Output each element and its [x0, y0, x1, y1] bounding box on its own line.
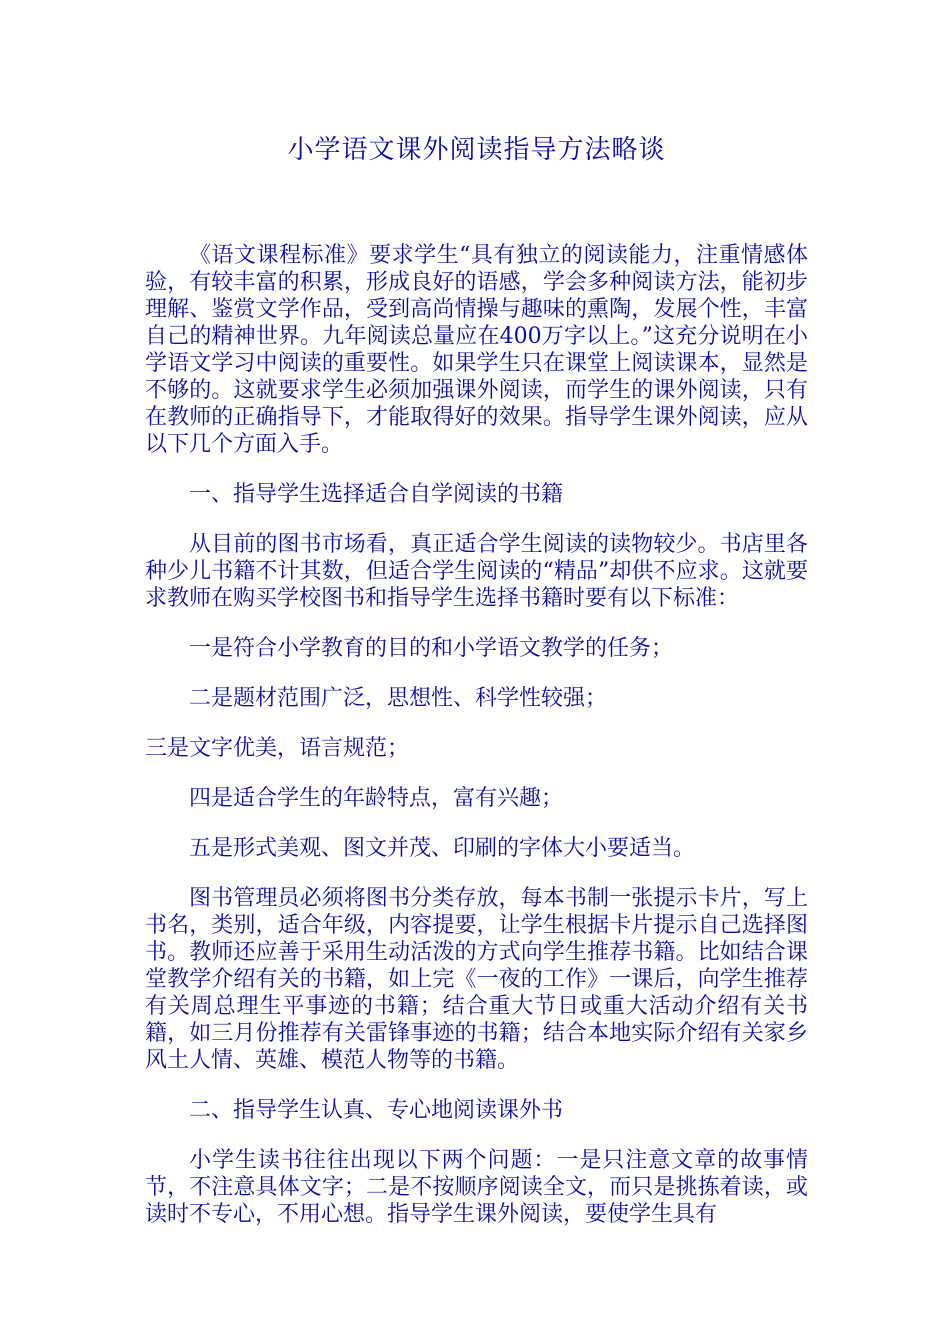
list-item-standard-1: 一是符合小学教育的目的和小学语文教学的任务；	[189, 636, 674, 661]
document-title: 小学语文课外阅读指导方法略谈	[287, 135, 666, 165]
paragraph-intro: 《语文课程标准》要求学生“具有独立的阅读能力，注重情感体验，有较丰富的积累，形成良好的语感，学会多种阅读方法，能初步理解、鉴赏文学作品，受到高尚情操与趣味的熏陶，发展个性，丰富自己的精神世界。九年阅读总量应在400万字以上。”这充分说明在小学语文学习中阅读的重要性。如果学生只在课堂上阅读课本，显然是不够的。这就要求学生必须加强课外阅读，而学生的课外阅读，只有在教师的正确指导下，才能取得好的效果。指导学生课外阅读，应从以下几个方面入手。	[145, 243, 808, 457]
list-item-standard-4: 四是适合学生的年龄特点，富有兴趣；	[189, 786, 564, 811]
section-heading-1: 一、指导学生选择适合自学阅读的书籍	[189, 482, 564, 507]
list-item-standard-5: 五是形式美观、图文并茂、印刷的字体大小要适当。	[189, 836, 696, 861]
list-item-standard-2: 二是题材范围广泛，思想性、科学性较强；	[189, 686, 608, 711]
paragraph-reading-problems: 小学生读书往往出现以下两个问题：一是只注意文章的故事情节，不注意具体文字；二是不按顺序阅读全文，而只是挑拣着读，或读时不专心，不用心想。指导学生课外阅读，要使学生具有	[145, 1148, 808, 1227]
paragraph-book-market: 从目前的图书市场看，真正适合学生阅读的读物较少。书店里各种少儿书籍不计其数，但适合学生阅读的“精品”却供不应求。这就要求教师在购买学校图书和指导学生选择书籍时要有以下标准：	[145, 532, 808, 611]
list-item-standard-3: 三是文字优美，语言规范；	[145, 736, 410, 761]
paragraph-librarian: 图书管理员必须将图书分类存放，每本书制一张提示卡片，写上书名，类别，适合年级，内容提要，让学生根据卡片提示自己选择图书。教师还应善于采用生动活泼的方式向学生推荐书籍。比如结合课堂教学介绍有关的书籍，如上完《一夜的工作》一课后，向学生推荐有关周总理生平事迹的书籍；结合重大节日或重大活动介绍有关书籍，如三月份推荐有关雷锋事迹的书籍；结合本地实际介绍有关家乡风土人情、英雄、模范人物等的书籍。	[145, 886, 808, 1073]
section-heading-2: 二、指导学生认真、专心地阅读课外书	[189, 1098, 564, 1123]
